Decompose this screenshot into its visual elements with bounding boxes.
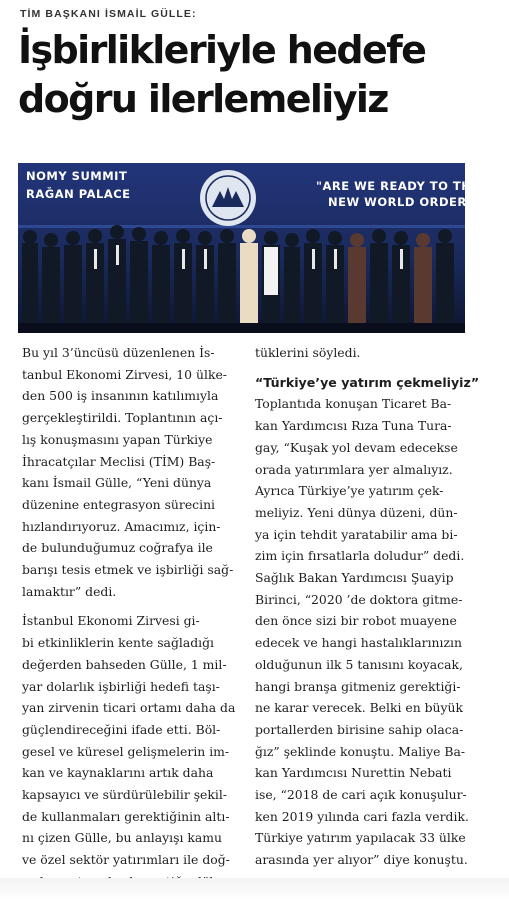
text-line: değerden bahseden Gülle, 1 mil- bbox=[22, 656, 227, 672]
text-line: İstanbul Ekonomi Zirvesi gi- bbox=[22, 613, 200, 629]
text-line: gesel ve küresel gelişmelerin im- bbox=[22, 743, 230, 759]
text-line: kan ve kaynaklarını artık daha bbox=[22, 765, 214, 781]
right-column bbox=[255, 342, 480, 871]
text-line: güçlendireceğini ifade etti. Böl- bbox=[22, 721, 221, 737]
text-line: Bu yıl 3’üncüsü düzenlenen İs- bbox=[22, 345, 215, 360]
text-line: lamaktır” dedi. bbox=[22, 583, 117, 599]
text-line: düzenine entegrasyon sürecini bbox=[22, 496, 216, 512]
paragraph bbox=[255, 393, 467, 870]
headline-line: İşbirlikleriyle hedefe bbox=[18, 28, 426, 72]
text-line: barışı tesis etmek ve işbirliği sağ- bbox=[22, 562, 234, 578]
headline bbox=[18, 26, 488, 124]
text-line: kanı İsmail Gülle, “Yeni dünya bbox=[22, 475, 212, 491]
text-line: lış konuşmasını yapan Türkiye bbox=[22, 431, 213, 447]
text-line: nı çizen Gülle, bu anlayışı kamu bbox=[22, 830, 222, 846]
text-line: hangi branşa gitmeniz gerektiği- bbox=[255, 678, 461, 694]
text-line: zim için fırsatlarla doludur” dedi. bbox=[255, 548, 465, 564]
banner-text: NEW WORLD ORDER?" bbox=[328, 195, 481, 209]
text-line: gerçekleştirildi. Toplantının açı- bbox=[22, 410, 223, 426]
text-line: ve özel sektör yatırımları ile doğ- bbox=[22, 852, 230, 868]
banner-text: NOMY SUMMIT bbox=[26, 169, 128, 183]
text-line: meliyiz. Yeni dünya düzeni, dün- bbox=[255, 504, 458, 520]
text-line: de bulunduğumuz coğrafya ile bbox=[22, 540, 213, 556]
headline-line: doğru ilerlemeliyiz bbox=[18, 77, 388, 121]
text-line: İhracatçılar Meclisi (TİM) Baş- bbox=[22, 453, 216, 469]
text-line: arasında yer alıyor” diye konuştu. bbox=[255, 852, 468, 868]
text-line: bi etkinliklerin kente sağladığı bbox=[22, 635, 215, 651]
paragraph bbox=[22, 610, 234, 892]
text-line: ya için tehdit yaratabilir ama bi- bbox=[255, 526, 458, 542]
left-column bbox=[22, 342, 234, 893]
text-line: tüklerini söyledi. bbox=[255, 345, 361, 360]
text-line: portallerden birisine sahip olaca- bbox=[255, 721, 464, 737]
text-line: ğız” şeklinde konuştu. Maliye Ba- bbox=[255, 743, 466, 759]
text-line: de kullanmaları gerektiğinin altı- bbox=[22, 808, 230, 824]
text-line: Toplantıda konuşan Ticaret Ba- bbox=[255, 396, 452, 412]
text-line: kapsayıcı ve sürdürülebilir şekil- bbox=[22, 787, 228, 803]
text-line: tanbul Ekonomi Zirvesi, 10 ülke- bbox=[22, 366, 227, 382]
text-line: Türkiye yatırım yapılacak 33 ülke bbox=[255, 830, 466, 846]
text-line: yan zirvenin ticari ortamı daha da bbox=[22, 700, 236, 716]
text-line: orada yatırımlara yer almalıyız. bbox=[255, 461, 453, 477]
summit-photo bbox=[18, 163, 481, 333]
banner-text: RAĞAN PALACE bbox=[26, 187, 131, 201]
text-line: Sağlık Bakan Yardımcısı Şuayip bbox=[255, 570, 454, 586]
banner-text: "ARE WE READY TO THE bbox=[316, 179, 480, 193]
text-line: Ayrıca Türkiye’ye yatırım çek- bbox=[255, 483, 444, 499]
page-edge-shadow bbox=[0, 878, 509, 900]
text-line: den 500 iş insanının katılımıyla bbox=[22, 388, 219, 404]
text-line: olduğunun ilk 5 tanısını koyacak, bbox=[255, 656, 463, 672]
paragraph bbox=[22, 342, 234, 602]
text-line: kan Yardımcısı Rıza Tuna Tura- bbox=[255, 418, 452, 434]
text-line: Birinci, “2020 ’de doktora gitme- bbox=[255, 591, 463, 607]
text-line: edecek ve hangi hastalıklarınızın bbox=[255, 635, 462, 651]
text-line: ne karar verecek. Belki en büyük bbox=[255, 700, 464, 716]
text-line: ise, “2018 de cari açık konuşulur- bbox=[255, 787, 467, 803]
text-line: hızlandırıyoruz. Amacımız, için- bbox=[22, 518, 221, 534]
text-line: den önce sizi bir robot muayene bbox=[255, 613, 457, 629]
text-line: kan Yardımcısı Nurettin Nebati bbox=[255, 765, 452, 781]
text-line: ken 2019 yılında cari fazla verdik. bbox=[255, 808, 469, 824]
subheading: “Türkiye’ye yatırım çekmeliyiz” bbox=[255, 374, 480, 390]
text-line: gay, “Kuşak yol devam edecekse bbox=[255, 439, 458, 455]
kicker: TİM BAŞKANI İSMAİL GÜLLE: bbox=[20, 8, 197, 20]
text-line: yar dolarlık işbirliği hedefi taşı- bbox=[22, 678, 220, 694]
